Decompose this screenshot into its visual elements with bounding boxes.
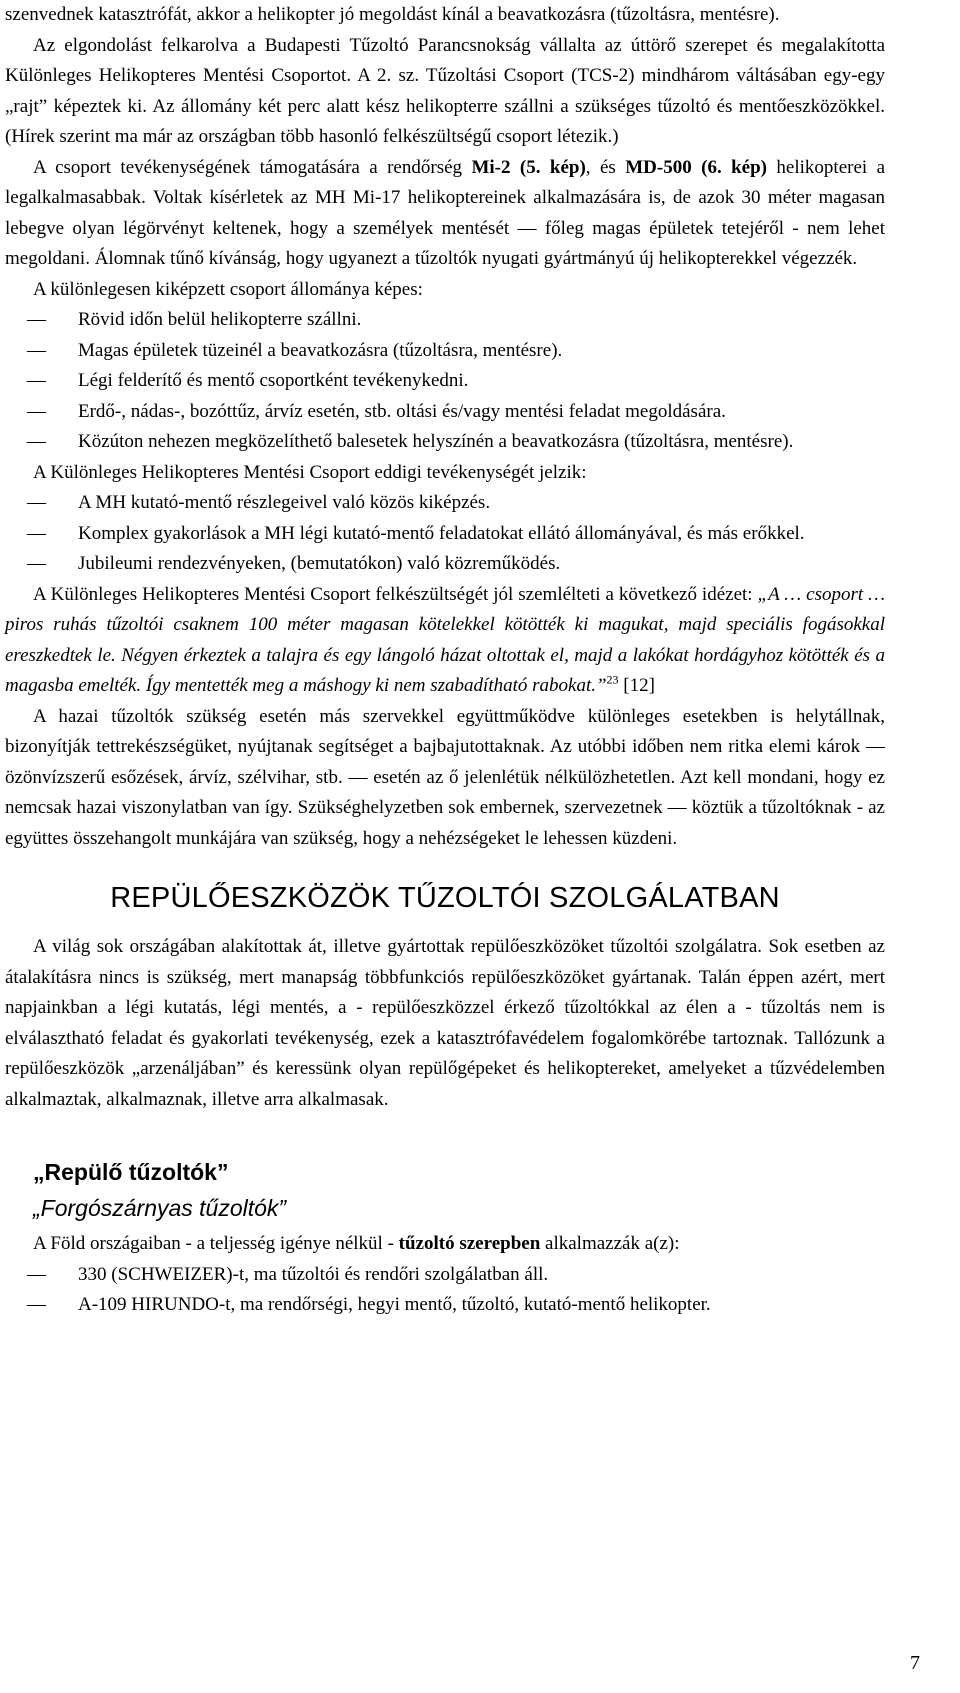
text-run: alkalmazzák a(z): [540,1233,680,1254]
list-item [5,488,885,519]
list-item [5,305,885,336]
dash-bullet: ― [27,553,46,574]
list-item [5,1290,885,1321]
quote-italic: „A … csoport … piros ruhás tűzoltói csaknem 100 méter magasan kötelekkel kötötték ki magukat, majd speciális fogásokkal ereszkedtek le. Négyen érkeztek a talajra és egy lángoló házat oltottak el, majd a lakókat hordágyhoz kötötték és a magasba emelték. Így mentették meg a máshogy ki nem szabadítható rabokat.” [5,583,885,696]
text-run: , és [585,156,626,178]
dash-bullet: ― [27,309,46,330]
text-run-bold: Mi-2 (5. kép) [471,156,586,178]
dash-bullet: ― [27,1294,46,1315]
paragraph-police-helicopters [5,153,885,275]
list-item [5,549,885,580]
list-item-text: Magas épületek tüzeinél a beavatkozásra (tűzoltásra, mentésre). [78,339,563,361]
paragraph-aircraft-overview: A világ sok országában alakítottak át, illetve gyártottak repülőeszközöket tűzoltói szolgálatra. Sok esetben az átalakításra nincs is szükség, mert manapság többfunkciós repülőeszközöket gyártanak. Talán éppen azért, mert napjainkban a légi kutatás, légi mentés, a - repülőeszközzel érkező tűzoltókkal az élen a - tűzoltás nem is elválasztható feladat és gyakorlati tevékenység, ezek a katasztrófavédelem fogalomkörébe tartoznak. Tallózunk a repülőeszközök „arzenáljában” és keressünk olyan repülőgépeket és helikoptereket, amelyeket a tűzvédelemben alkalmaztak, alkalmaznak, illetve arra alkalmasak. [5,936,885,1110]
list-item-text: 330 (SCHWEIZER)-t, ma tűzoltói és rendőri szolgálatban áll. [78,1263,549,1285]
text-run: helikopterei a legalkalmasabbak. Voltak kísérletek az MH Mi-17 helikoptereinek alkalmazására is, de azok 30 méter magasan lebegve olyan légörvényt keltenek, hogy a személyek mentését ― főleg magas épületek tetejéről - nem lehet megoldani. Álomnak tűnő kívánság, hogy ugyanezt a tűzoltók nyugati gyártmányú új helikopterekkel végezzék. [5,156,886,269]
footnote-ref: 23 [606,672,619,687]
paragraph-intro-continuation: szenvednek katasztrófát, akkor a helikopter jó megoldást kínál a beavatkozásra (tűzoltásra, mentésre). [5,4,780,25]
dash-bullet: ― [27,400,46,422]
list-item-text: Légi felderítő és mentő csoportként tevékenykedni. [78,370,469,391]
dash-bullet: ― [27,1263,46,1285]
text-run: A Különleges Helikopteres Mentési Csoport felkészültségét jól szemlélteti a következő idézet: [33,583,758,605]
list-item-text: Erdő-, nádas-, bozóttűz, árvíz esetén, stb. oltási és/vagy mentési feladat megoldására. [78,400,726,422]
paragraph-domestic-firefighters: A hazai tűzoltók szükség esetén más szervekkel együttműködve különleges esetekben is helytállnak, bizonyítják tettrekészségüket, nyújtanak segítséget a bajbajutottaknak. Az utóbbi időben nem ritka elemi károk ― özönvízszerű esőzések, árvíz, szélvihar, stb. ― esetén az ő jelenlétük nélkülözhetetlen. Azt kell mondani, hogy ez nemcsak hazai viszonylatban van így. Szükséghelyzetben sok embernek, szervezetnek ― köztük a tűzoltóknak - az együttes összehangolt munkájára van szükség, hogy a nehézségeket le lehessen küzdeni. [5,705,885,849]
dash-bullet: ― [27,431,46,452]
capabilities-list [5,305,885,458]
list-item-text: Jubileumi rendezvényeken, (bemutatókon) való közreműködés. [78,553,561,574]
dash-bullet: ― [27,370,46,391]
text-run: A Föld országaiban - a teljesség igénye nélkül - [33,1233,399,1254]
list-item-text: Közúton nehezen megközelíthető balesetek helyszínén a beavatkozásra (tűzoltásra, mentésre). [78,431,794,452]
list-item [5,1260,885,1291]
text-run: A csoport tevékenységének támogatására a rendőrség [33,156,472,178]
paragraph-capabilities-intro: A különlegesen kiképzett csoport állománya képes: [33,278,423,300]
paragraph-activity-intro: A Különleges Helikopteres Mentési Csoport eddigi tevékenységét jelzik: [33,461,587,483]
paragraph-quote [5,580,885,702]
activity-list [5,488,885,580]
dash-bullet: ― [27,522,46,544]
aircraft-list [5,1260,885,1321]
list-item-text: A-109 HIRUNDO-t, ma rendőrségi, hegyi mentő, tűzoltó, kutató-mentő helikopter. [78,1294,711,1315]
citation-ref: [12] [618,675,655,696]
list-item-text: A MH kutató-mentő részlegeivel való közös kiképzés. [78,492,491,513]
subsection-heading: „Repülő tűzoltók” [33,1159,229,1185]
text-run-bold: tűzoltó szerepben [398,1233,541,1254]
dash-bullet: ― [27,492,46,513]
paragraph-group-formation: Az elgondolást felkarolva a Budapesti Tűzoltó Parancsnokság vállalta az úttörő szerepet és megalakította Különleges Helikopteres Mentési Csoportot. A 2. sz. Tűzoltási Csoport (TCS-2) mindhárom váltásában egy-egy „rajt” képeztek ki. Az állomány két perc alatt kész helikopterre szállni a szükséges tűzoltó és mentőeszközökkel. (Hírek szerint ma már az országban több hasonló felkészültségű csoport létezik.) [5,34,885,147]
list-item-text: Komplex gyakorlások a MH légi kutató-mentő feladatokat ellátó állományával, és más erőkkel. [78,522,805,544]
list-item [5,397,885,428]
page-number: 7 [910,1652,920,1674]
list-item [5,366,885,397]
dash-bullet: ― [27,339,46,361]
list-item [5,519,885,550]
list-item [5,336,885,367]
list-item [5,427,885,458]
paragraph-countries [5,1229,885,1260]
text-run-bold: MD-500 (6. kép) [625,156,768,178]
subsubsection-heading: „Forgószárnyas tűzoltók” [33,1195,287,1221]
list-item-text: Rövid időn belül helikopterre szállni. [78,309,362,330]
section-heading: REPÜLŐESZKÖZÖK TŰZOLTÓI SZOLGÁLATBAN [110,882,780,914]
page-content [5,0,885,1321]
